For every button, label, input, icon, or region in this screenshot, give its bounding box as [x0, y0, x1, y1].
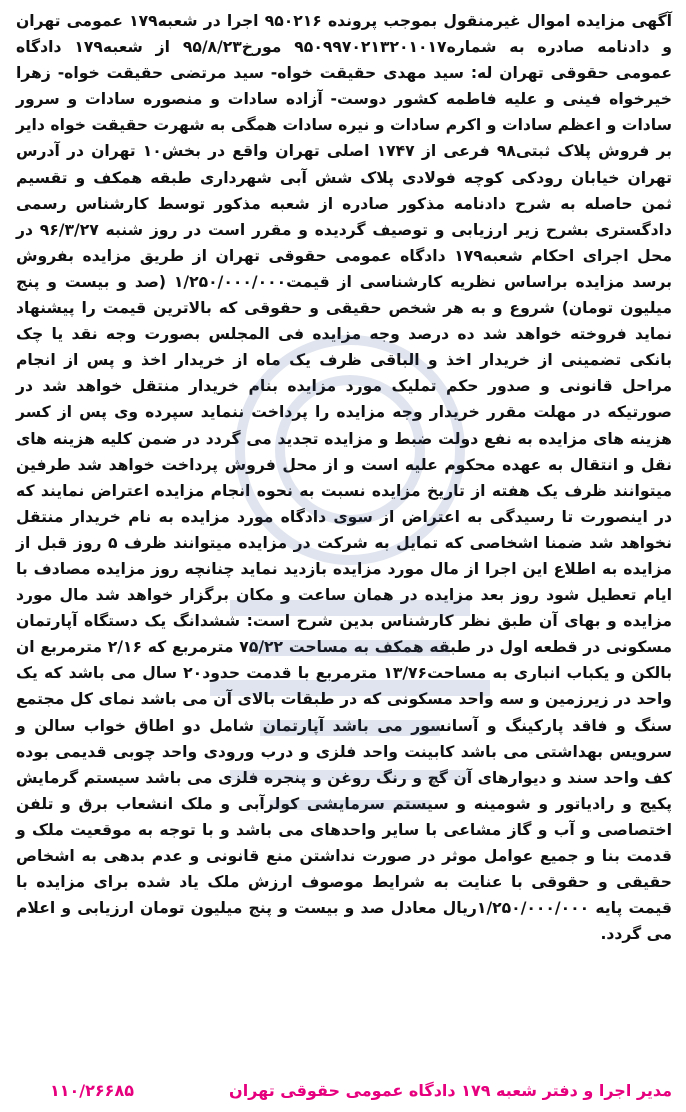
notice-footer: [10, 1078, 672, 1102]
notice-number: ۱۱۰/۲۶۶۸۵: [50, 1080, 134, 1100]
signature-line: مدیر اجرا و دفتر شعبه ۱۷۹ دادگاه عمومی حقوقی تهران: [229, 1080, 672, 1100]
notice-body: آگهی مزایده اموال غیرمنقول بموجب پرونده ۹۵۰۲۱۶ اجرا در شعبه۱۷۹ عمومی تهران و دادنامه صادره به شماره۹۵۰۹۹۷۰۲۱۳۲۰۱۰۱۷ مورخ۹۵/۸/۲۳ از شعبه۱۷۹ دادگاه عمومی حقوقی تهران له: سید مهدی حقیقت خواه- سید مرتضی حقیقت خواه- زهرا خیرخواه فینی و علیه فاطمه کشور دوست- آزاده سادات و منصوره سادات و سرور سادات و اعظم سادات و اکرم سادات و نیره سادات همگی به شهرت حقیقت خواه دایر بر فروش پلاک ثبتی۹۸ فرعی از ۱۷۴۷ اصلی تهران واقع در بخش۱۰ تهران در آدرس تهران خیابان رودکی کوچه فولادی پلاک شش آبی شهرداری طبقه همکف و تقسیم ثمن حاصله به شرح دادنامه مذکور صادره از شعبه مذکور توسط کارشناس رسمی دادگستری بشرح زیر ارزیابی و توصیف گردیده و مقرر است در روز شنبه ۹۶/۳/۲۷ در محل اجرای احکام شعبه۱۷۹ دادگاه عمومی حقوقی تهران از طریق مزایده بفروش برسد مزایده براساس نظریه کارشناسی از قیمت۱/۲۵۰/۰۰۰/۰۰۰ (صد و بیست و پنج میلیون تومان) شروع و به هر شخص حقیقی و حقوقی که بالاترین قیمت را پیشنهاد نماید فروخته خواهد شد ده درصد وجه مزایده فی المجلس بصورت وجه نقد یا چک بانکی تضمینی از خریدار اخذ و الباقی ظرف یک ماه از خریدار اخذ و پس از انجام مراحل قانونی و صدور حکم تملیک مورد مزایده بنام خریدار منتقل خواهد شد در صورتیکه در مهلت مقرر خریدار وجه مزایده را پرداخت ننماید سپرده وی پس از کسر هزینه های مزایده به نفع دولت ضبط و مزایده تجدید می گردد در ضمن کلیه هزینه های نقل و انتقال به عهده محکوم علیه است و از محل فروش پرداخت خواهد شد طرفین میتوانند ظرف یک هفته از تاریخ مزایده نسبت به نحوه انجام مزایده اعتراض نمایند که در اینصورت تا رسیدگی به اعتراض از سوی دادگاه مورد مزایده به نام خریدار منتقل نخواهد شد ضمنا اشخاصی که تمایل به شرکت در مزایده میتوانند ظرف ۵ روز قبل از مزایده به اطلاع این اجرا از مال مورد مزایده بازدید نماید چنانچه روز مزایده مصادف با ایام تعطیل شود روز بعد مزایده در همان ساعت و مکان برگزار خواهد شد مال مورد مزایده و بهای آن طبق نظر کارشناس بدین شرح است: ششدانگ یک دستگاه آپارتمان مسکونی در قطعه اول در طبقه همکف به مساحت ۷۵/۲۲ مترمربع که ۲/۱۶ مترمربع ان بالکن و یکباب انباری به مساحت۱۳/۷۶ مترمربع با قدمت حدود۲۰ سال می باشد که یک واحد در زیرزمین و سه واحد مسکونی که در طبقات بالای آن می باشد نمای کل مجتمع سنگ و فاقد پارکینگ و آسانسور می باشد آپارتمان شامل دو اطاق خواب سالن و سرویس بهداشتی می باشد کابینت واحد فلزی و درب ورودی واحد چوبی قدیمی بوده کف واحد سند و دیوارهای آن گچ و رنگ روغن و پنجره فلزی می باشد سیستم گرمایش پکیج و رادیاتور و شومینه و سیستم سرمایشی کولرآبی و ملک انشعاب برق و تلفن اختصاصی و آب و گاز مشاعی با سایر واحدهای می باشد و با توجه به موقعیت ملک و قدمت بنا و جمیع عوامل موثر در صورت نداشتن منع قانونی و عدم بدهی به اشخاص حقیقی و حقوقی با عنایت به شرایط موصوف ارزش ملک یاد شده برای مزایده با قیمت پایه ۱/۲۵۰/۰۰۰/۰۰۰ریال معادل صد و بیست و پنج میلیون تومان ارزیابی و اعلام می گردد.: [16, 12, 673, 944]
